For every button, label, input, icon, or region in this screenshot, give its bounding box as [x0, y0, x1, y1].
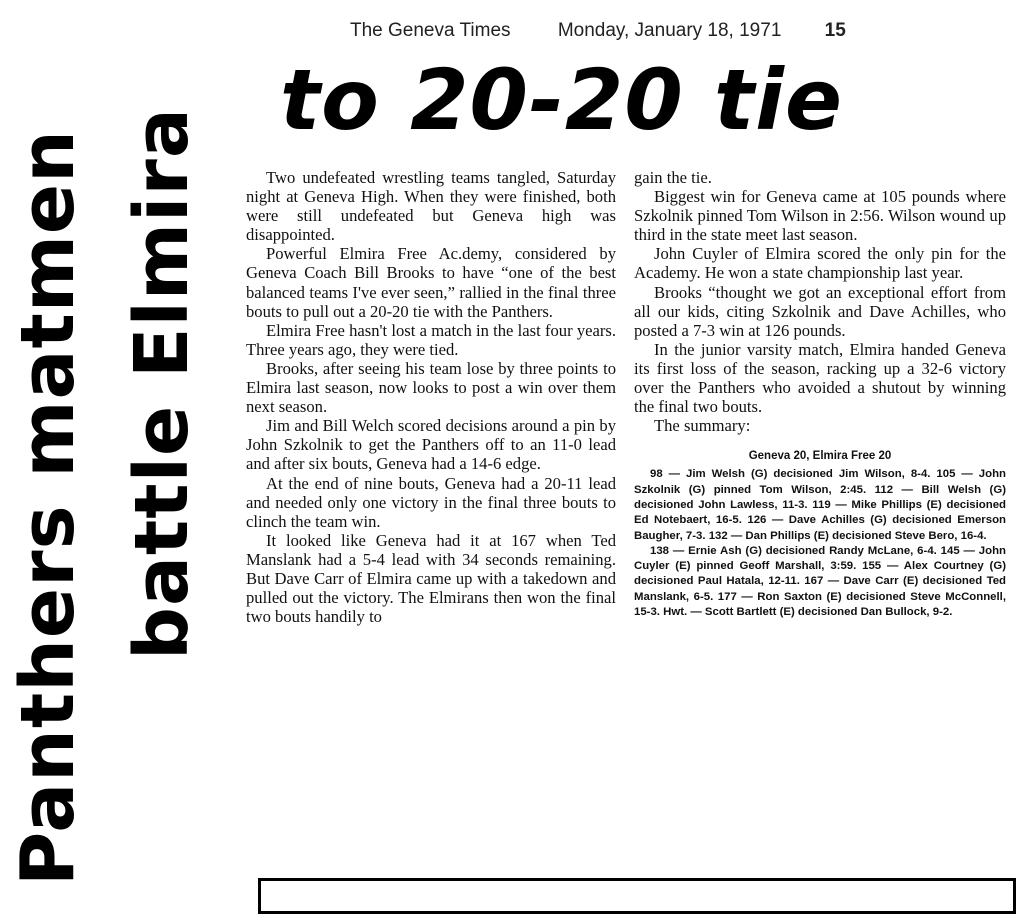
- summary-title: Geneva 20, Elmira Free 20: [748, 450, 892, 463]
- issue-date: Monday, January 18, 1971: [557, 20, 782, 41]
- article-paragraph: In the junior varsity match, Elmira handed Geneva its first loss of the season, racking up a 32-6 victory over the Panthers who avoided a shutout by winning the final two bouts.: [634, 339, 1006, 417]
- vertical-headline-line2: battle Elmira: [119, 107, 205, 660]
- article-paragraph: At the end of nine bouts, Geneva had a 20-11 lead and needed only one victory in the final three bouts to clinch the team win.: [246, 473, 616, 531]
- page-number: 15: [824, 20, 846, 41]
- article-column-1: [246, 168, 616, 626]
- article-paragraph: Jim and Bill Welch scored decisions around a pin by John Szkolnik to get the Panthers off to an 11-0 lead and after six bouts, Geneva had a 14-6 edge.: [246, 416, 616, 474]
- headline-main: to 20-20 tie: [280, 51, 843, 149]
- article-paragraph: Brooks “thought we got an exceptional effort from all our kids, citing Szkolnik and Dave Achilles, who posted a 7-3 win at 126 pounds.: [634, 282, 1006, 340]
- article-paragraph: gain the tie.: [634, 168, 712, 187]
- advertisement-frame: [258, 878, 1016, 914]
- article-paragraph: Biggest win for Geneva came at 105 pounds where Szkolnik pinned Tom Wilson in 2:56. Wilson wound up third in the state meet last season.: [634, 187, 1006, 245]
- article-paragraph: Elmira Free hasn't lost a match in the last four years. Three years ago, they were tied.: [246, 320, 616, 359]
- article-paragraph: It looked like Geneva had it at 167 when Ted Manslank had a 5-4 lead with 34 seconds remaining. But Dave Carr of Elmira came up with a takedown and pulled out the victory. The Elmirans then won the final two bouts handily to: [246, 530, 616, 627]
- article-paragraph: The summary:: [654, 416, 751, 436]
- masthead: [350, 20, 846, 42]
- article-paragraph: Brooks, after seeing his team lose by three points to Elmira last season, now looks to post a win over them next season.: [246, 358, 616, 417]
- article-paragraph: Two undefeated wrestling teams tangled, Saturday night at Geneva High. When they were finished, both were still undefeated but Geneva high was disappointed.: [246, 168, 616, 245]
- summary-paragraph: 98 — Jim Welsh (G) decisioned Jim Wilson, 8-4. 105 — John Szkolnik (G) pinned Tom Wilson, 2:45. 112 — Bill Welsh (G) decisioned John Lawless, 11-3. 119 — Mike Phillips (E) decisioned Ed Notebaert, 16-5. 126 — Dave Achilles (G) decisioned Emerson Baugher, 7-3. 132 — Dan Phillips (E) decisioned Steve Bero, 16-4.: [634, 468, 1006, 542]
- summary-results: [634, 467, 1006, 620]
- newspaper-name: The Geneva Times: [350, 20, 511, 41]
- article-column-2: [634, 168, 1006, 620]
- summary-paragraph: 138 — Ernie Ash (G) decisioned Randy McLane, 6-4. 145 — John Cuyler (E) pinned Geoff Marshall, 3:59. 155 — Alex Courtney (G) decisioned Paul Hatala, 12-11. 167 — Dave Carr (E) decisioned Ted Manslank, 6-5. 177 — Ron Saxton (E) decisioned Steve McConnell, 15-3. Hwt. — Scott Bartlett (E) decisioned Dan Bullock, 9-2.: [634, 544, 1006, 619]
- article-paragraph: John Cuyler of Elmira scored the only pin for the Academy. He won a state championship last year.: [634, 244, 1006, 283]
- vertical-headline-line1: Panthers matmen: [5, 129, 91, 886]
- article-paragraph: Powerful Elmira Free Ac.demy, considered by Geneva Coach Bill Brooks to have “one of the best balanced teams I've ever seen,” rallied in the final three bouts to pull out a 20-20 tie with the Panthers.: [246, 244, 616, 321]
